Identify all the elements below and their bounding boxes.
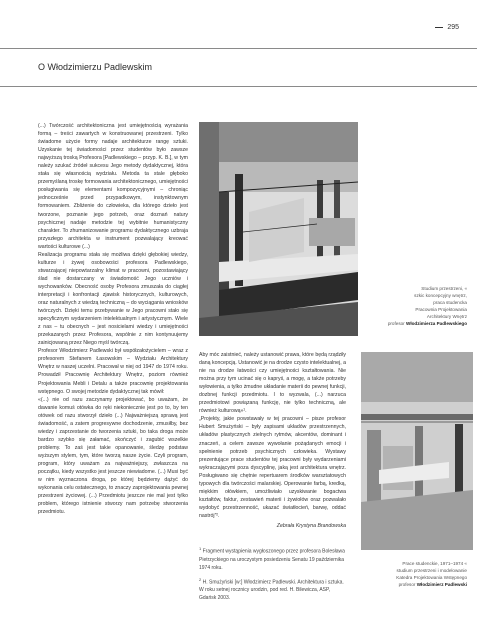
caption-line: Prace studenckie, 1971–1974 «	[402, 561, 467, 566]
caption-line: Katedra Projektowania Wstępnego	[396, 575, 467, 580]
architectural-sketch-image	[199, 122, 358, 336]
student-work-drawing	[361, 352, 473, 550]
header-rule-top	[0, 48, 477, 49]
caption-sketch	[377, 285, 467, 327]
caption-prefix: profesor	[398, 582, 416, 587]
caption-line: Pracownia Projektowania	[415, 307, 467, 312]
footnote-number: 1	[199, 546, 202, 551]
page-number	[435, 24, 459, 31]
paragraph: «(...) nie od razu zaczynamy projektować, bo uważam, że dawanie komuś otówka do ręki niekoniecznie jest po to, by ten otówek od razu stworzył dzieło (...) Najważniejszą sprawą jest świadomość, a zatem progresywne dochodzenie, zmusiłby, bez wiedzy i zaprzestanie do tworzenia sztuki, bo taka droga może bardzo szybko się załamać, skończyć i zagubić wszelkie problemy. To zaś jest takie opanowanie, śledzę podstaw wyższym stylem, tym, które tworzą nasze życie. Czyli program, program, który uważam za najważniejszy, zwłaszcza na początku, kiedy wszystko jest jeszcze niewiadome. (...) Musi być w nim wyznaczona droga, po której będziemy dążyć do wykonania celu ostatecznego, to znaczy zaprojektowania pewnej przestrzeni życiowej. (...) Przedmiotu jeszcze nie mal jest tylko problem, którego istnienie stworzy nam potrzebę stworzenia przedmiotu.	[38, 396, 188, 516]
footnotes	[199, 545, 346, 606]
header-rule-bottom	[0, 86, 477, 87]
sketch-drawing	[199, 122, 358, 336]
paragraph: Profesor Włodzimierz Padlewski był współzałożycielem – wraz z profesorem Stefanem Łasowskim – Wydziału Architektury Wnętrz w naszej uczelni. Pracował w niej od 1947 do 1974 roku. Prowadził Pracownię Architektury Wnętrz, poziom również Projektowania Mebli i Detalu a także pracownię projektowania wstępnego. O swojej metodzie dydaktycznej tak mówił:	[38, 348, 188, 395]
caption-line-author	[357, 581, 467, 588]
caption-prefix: profesor	[387, 321, 405, 326]
footnote-text: H. Smużyński [w:] Włodzimierz Padlewski. Architektura i sztuka. W roku setnej rocznicy urodzin, pod red. H. Bilewicza, ASP, Gdańsk 2003.	[199, 579, 344, 602]
header-title: O Włodzimierzu Padlewskim	[38, 62, 153, 72]
paragraph: (...) Twórczość architektoniczna jest umiejętnością wyrażania formą – treści zawartych w konstruowanej przestrzeni. Tylko świadome użycie formy nadaje architekturze rangę sztuki. Uzyskanie tej świadomości przez studentów było zawsze najwyższą troską Profesora [Padlewskiego – przyp. K. B.], w tym należy szukać źródeł sukcesu Jego metody dydaktycznej, która stała się własnością wydziału. Metoda ta stale głęboko przemyślaną troskę formowania architektonicznego, umiejętności posługiwania się elementami kompozycyjnymi – chroniąc jednocześnie przed przypadkowym, instynktownym formowaniem. Zbliżenie do człowieka, dla którego dzieło jest tworzone, poznanie jego potrzeb, oraz doznań natury psychicznej nadaje metodzie tej wybitnie humanistyczny charakter. To zhumanizowanie programu dydaktycznego uzbraja przyszłego architekta w instrument pozwalający kreować wartości kulturowe (...)	[38, 123, 188, 250]
footnote-text: Fragment wystąpienia wygłoszonego przez profesora Bolesława Pietrzyckiego na uroczystym posiedzeniu Senatu 19 października 1974 roku.	[199, 548, 345, 571]
text-column-right	[199, 351, 346, 530]
page-number-dash	[435, 27, 443, 28]
caption-author: Włodzimierza Padlewskiego	[405, 321, 467, 326]
page-number-text: 295	[447, 24, 459, 31]
paragraph: Realizacja programu stała się możliwa dzięki głębokiej wiedzy, kulturze i żywej osobowości profesora Padlewskiego, stwarzającej niepowtarzalny klimat w pracowni, pozostawiający ślad nie dostarczany w świadomość Jego uczniów i wychowanków. Obecność osoby Profesora zmuszała do ciągłej interpretacji i konfrontacji zjawisk historycznych, kulturowych, oraz naturalnych z wiedzą techniczną – do wyciągania wniosków twórczych. Dzięki temu przebywanie w Jego pracowni stało się specyficznym wydarzeniem intelektualnym i artystycznym. Wiele z nas – tu obecnych – jest nosicielami wiedzy i umiejętności przekazanych przez Profesora, wspólnie z nim kontynuujemy zainicjowaną przez Niego myśl twórczą.	[38, 251, 188, 347]
student-work-image	[361, 352, 473, 550]
footnote-number: 2	[199, 576, 202, 582]
caption-line: studium przestrzeni i modelowanie	[396, 568, 467, 573]
paragraph: Aby móc zaistnieć, należy ustanowić prawa, które będą rządziły daną koncepcją. Ustanowić je na drodze czysto intelektualnej, a nie na drodze łatwości czy umiejętności kształtowania. Nie można przy tym ucinać się o kapryś, a mogę, a także potrzeby wyłowienia, a tylko żmudne układanie materii do pewnej funkcji, dozbnej funkcji przedmiotu. I to wyzwala, (...) narzuca przedmiotowi powiązaną funkcję, nie tylko techniczną, ale również kulturową»¹.	[199, 352, 346, 415]
footnote	[199, 576, 346, 603]
caption-line-author	[377, 320, 467, 327]
caption-line: Studium przestrzeni, «	[421, 286, 467, 291]
caption-student-work	[357, 560, 467, 588]
text-column-left	[38, 122, 188, 516]
caption-line: praca studencka	[433, 300, 467, 305]
caption-line: Architektury Wnętrz	[426, 314, 467, 319]
caption-author: Włodzimierz Padlewski	[416, 582, 467, 587]
caption-line: szkic koncepcyjny wnętrz,	[414, 293, 467, 298]
signature: Zebrała Krystyna Brandowska	[276, 522, 346, 529]
footnote	[199, 545, 346, 572]
paragraph: „Projekty, jakie powstawały w tej pracowni – pisze profesor Hubert Smużyński – były zapisami układów przestrzennych, układów plastycznych zielnych rytmów, akcentów, dominant i znaczeń, a celem zawsze wywołanie pożądanych emocji i spełnienie potrzeb psychicznych człowieka. Wystawy prezentujące prace studentów tej pracowni były wydarzeniami wykraczającymi poza dyscyplinę, jaką jest architektura wnętrz. Posługiwano się chętnie repertuarem środków warsztatowych typowych dla twórczości malarskiej. Operowanie farbą, kredką, miękkim ołówkiem, umożliwiało uzyskiwanie bogactwa kształtów, faktur, zestawień materii i żywiołów oraz pozwalało wydobyć przestrzenność, ukazać światłocień, barwę, oddać nastrój”².	[199, 416, 346, 519]
